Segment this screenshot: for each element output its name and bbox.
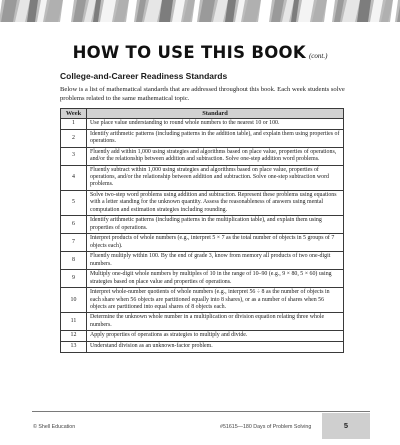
banner-stripe: [199, 0, 215, 22]
standard-cell: Solve two-step word problems using addition and subtraction. Represent these problems using equations with a letter standing for the unknown quantity. Assess the reasonableness of answers using mental computation and estimation strategies including rounding.: [87, 190, 344, 215]
week-cell: 9: [61, 270, 87, 288]
table-row: [61, 216, 344, 234]
week-cell: 3: [61, 147, 87, 165]
table-row: [61, 252, 344, 270]
decorative-banner: [0, 0, 400, 22]
standard-cell: Understand division as an unknown-factor problem.: [87, 341, 344, 352]
banner-stripe: [370, 0, 383, 22]
banner-stripe: [144, 0, 162, 22]
footer-book-title: #51615—180 Days of Problem Solving: [220, 424, 312, 430]
banner-stripe: [73, 0, 86, 22]
banner-stripes-graphic: [0, 0, 400, 22]
standard-cell: Multiply one-digit whole numbers by multiples of 10 in the range of 10–90 (e.g., 9 × 80, 5 × 60) using strategies based on place value and properties of operations.: [87, 270, 344, 288]
banner-stripe: [334, 0, 344, 22]
standard-cell: Identify arithmetic patterns (including patterns in the multiplication table), and explain them using properties of operations.: [87, 216, 344, 234]
standard-cell: Apply properties of operations as strategies to multiply and divide.: [87, 331, 344, 342]
week-cell: 5: [61, 190, 87, 215]
standard-cell: Fluently multiply within 100. By the end of grade 3, know from memory all products of two one-digit numbers.: [87, 252, 344, 270]
week-cell: 2: [61, 129, 87, 147]
page-number-tab: [322, 413, 370, 439]
table-row: [61, 288, 344, 313]
week-cell: 6: [61, 216, 87, 234]
week-cell: 13: [61, 341, 87, 352]
banner-stripe: [1, 0, 17, 22]
banner-stripe: [342, 0, 360, 22]
week-cell: 11: [61, 313, 87, 331]
banner-stripe: [243, 0, 261, 22]
table-row: [61, 331, 344, 342]
week-cell: 10: [61, 288, 87, 313]
banner-stripe: [45, 0, 63, 22]
table-row: [61, 119, 344, 130]
week-cell: 7: [61, 234, 87, 252]
standard-cell: Use place value understanding to round whole numbers to the nearest 10 or 100.: [87, 119, 344, 130]
page-title-text: HOW TO USE THIS BOOK: [72, 43, 306, 62]
banner-stripe: [271, 0, 284, 22]
intro-paragraph: Below is a list of mathematical standards that are addressed throughout this book. Each week students solve problems related to the same mathematical topic.: [60, 86, 345, 102]
standard-cell: Interpret whole-number quotients of whole numbers (e.g., interpret 56 ÷ 8 as the number of objects in each share when 56 objects are partitioned equally into 8 shares), or as a number of shares when 56 objects are partitioned into equal shares of 8 objects each.: [87, 288, 344, 313]
table-row: [61, 165, 344, 190]
banner-stripe: [235, 0, 245, 22]
standard-cell: Identify arithmetic patterns (including patterns in the addition table), and explain them using properties of operations.: [87, 129, 344, 147]
footer-divider: [32, 411, 370, 412]
week-cell: 1: [61, 119, 87, 130]
banner-stripe: [298, 0, 314, 22]
page-title: [0, 43, 400, 62]
header-week: Week: [61, 109, 87, 119]
table-header-row: [61, 109, 344, 119]
table-row: [61, 234, 344, 252]
header-standard: Standard: [87, 109, 344, 119]
banner-stripe: [100, 0, 116, 22]
page-title-suffix: (cont.): [308, 52, 328, 60]
standard-cell: Determine the unknown whole number in a multiplication or division equation relating three whole numbers.: [87, 313, 344, 331]
banner-stripe: [172, 0, 185, 22]
week-cell: 8: [61, 252, 87, 270]
page-number: 5: [343, 421, 349, 430]
standard-cell: Fluently subtract within 1,000 using strategies and algorithms based on place value, properties of operations, and/or the relationship between addition and subtraction. Solve one-step subtraction word problems.: [87, 165, 344, 190]
section-heading: College-and-Career Readiness Standards: [60, 71, 228, 81]
table-row: [61, 270, 344, 288]
banner-stripe: [136, 0, 146, 22]
table-row: [61, 190, 344, 215]
footer-copyright: © Shell Education: [33, 424, 76, 430]
week-cell: 4: [61, 165, 87, 190]
table-row: [61, 147, 344, 165]
week-cell: 12: [61, 331, 87, 342]
standards-table: [60, 108, 344, 353]
table-row: [61, 129, 344, 147]
banner-stripe: [37, 0, 47, 22]
standard-cell: Fluently add within 1,000 using strategies and algorithms based on place value, properties of operations, and/or the relationship between addition and subtraction. Solve one-step addition word problems.: [87, 147, 344, 165]
table-row: [61, 313, 344, 331]
standard-cell: Interpret products of whole numbers (e.g., interpret 5 × 7 as the total number of objects in 5 groups of 7 objects each).: [87, 234, 344, 252]
table-row: [61, 341, 344, 352]
